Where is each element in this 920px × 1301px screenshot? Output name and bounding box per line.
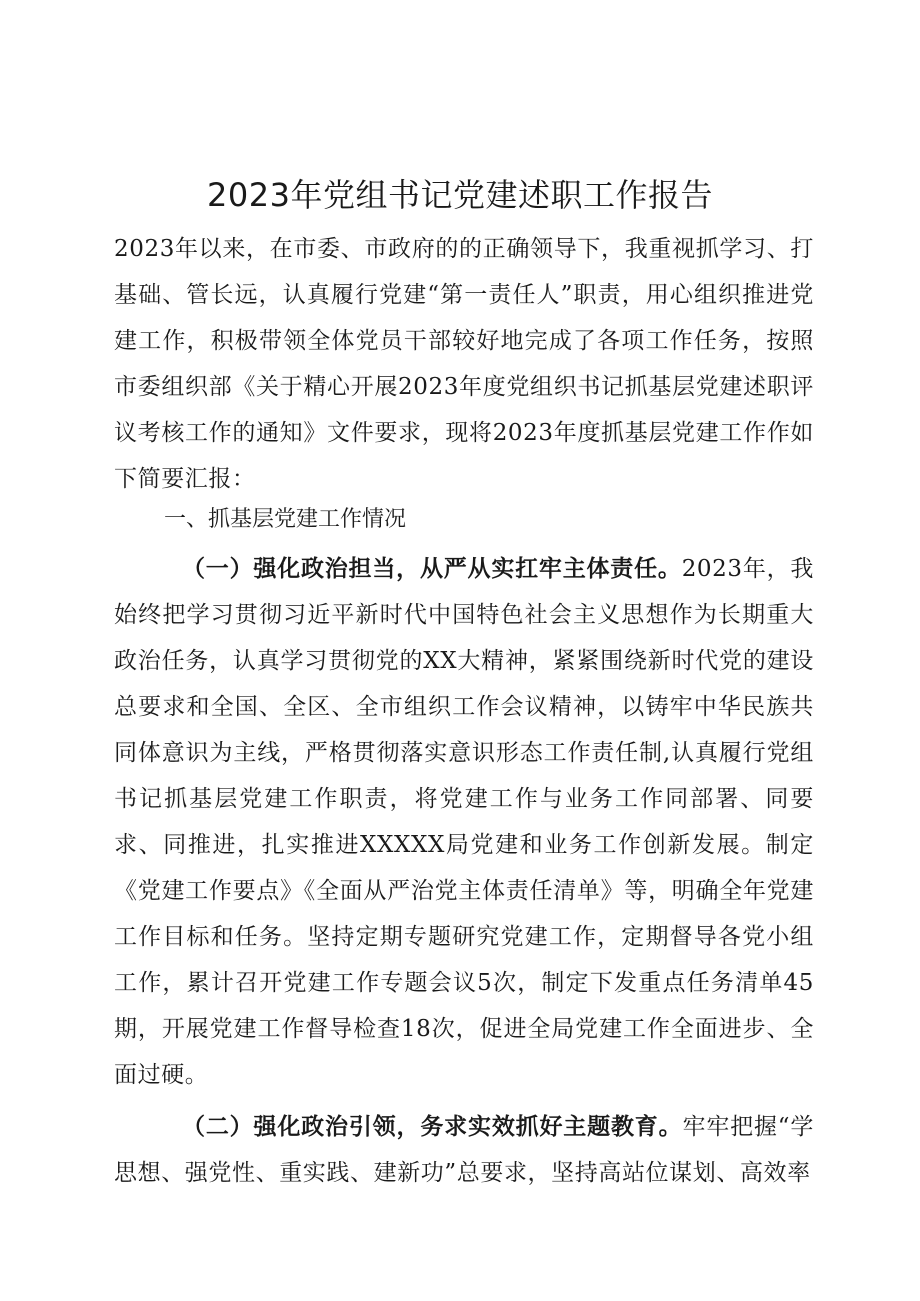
paragraph-2 xyxy=(114,1104,814,1196)
paragraph-2-lead: （二）强化政治引领，务求实效抓好主题教育。 xyxy=(182,1113,683,1140)
paragraph-1 xyxy=(114,546,814,1098)
document-title: 2023年党组书记党建述职工作报告 xyxy=(207,176,713,214)
intro-paragraph: 2023年以来，在市委、市政府的的正确领导下，我重视抓学习、打基础、管长远，认真履行党建“第一责任人”职责，用心组织推进党建工作，积极带领全体党员干部较好地完成了各项工作任务，按照市委组织部《关于精心开展2023年度党组织书记抓基层党建述职评议考核工作的通知》文件要求，现将2023年度抓基层党建工作作如下简要汇报： xyxy=(114,236,814,492)
paragraph-1-lead: （一）强化政治担当，从严从实扛牢主体责任。 xyxy=(182,555,682,582)
paragraph-1-body: 2023年，我始终把学习贯彻习近平新时代中国特色社会主义思想作为长期重大政治任务，认真学习贯彻党的XX大精神，紧紧围绕新时代党的建设总要求和全国、全区、全市组织工作会议精神，以铸牢中华民族共同体意识为主线，严格贯彻落实意识形态工作责任制,认真履行党组书记抓基层党建工作职责，将党建工作与业务工作同部署、同要求、同推进，扎实推进XXXXX局党建和业务工作创新发展。制定《党建工作要点》《全面从严治党主体责任清单》等，明确全年党建工作目标和任务。坚持定期专题研究党建工作，定期督导各党小组工作，累计召开党建工作专题会议5次，制定下发重点任务清单45期，开展党建工作督导检查18次，促进全局党建工作全面进步、全面过硬。 xyxy=(114,556,815,1088)
section-heading: 一、抓基层党建工作情况 xyxy=(164,507,407,532)
paragraph-2-body: 牢牢把握“学思想、强党性、重实践、建新功”总要求，坚持高站位谋划、高效率 xyxy=(114,1114,815,1186)
